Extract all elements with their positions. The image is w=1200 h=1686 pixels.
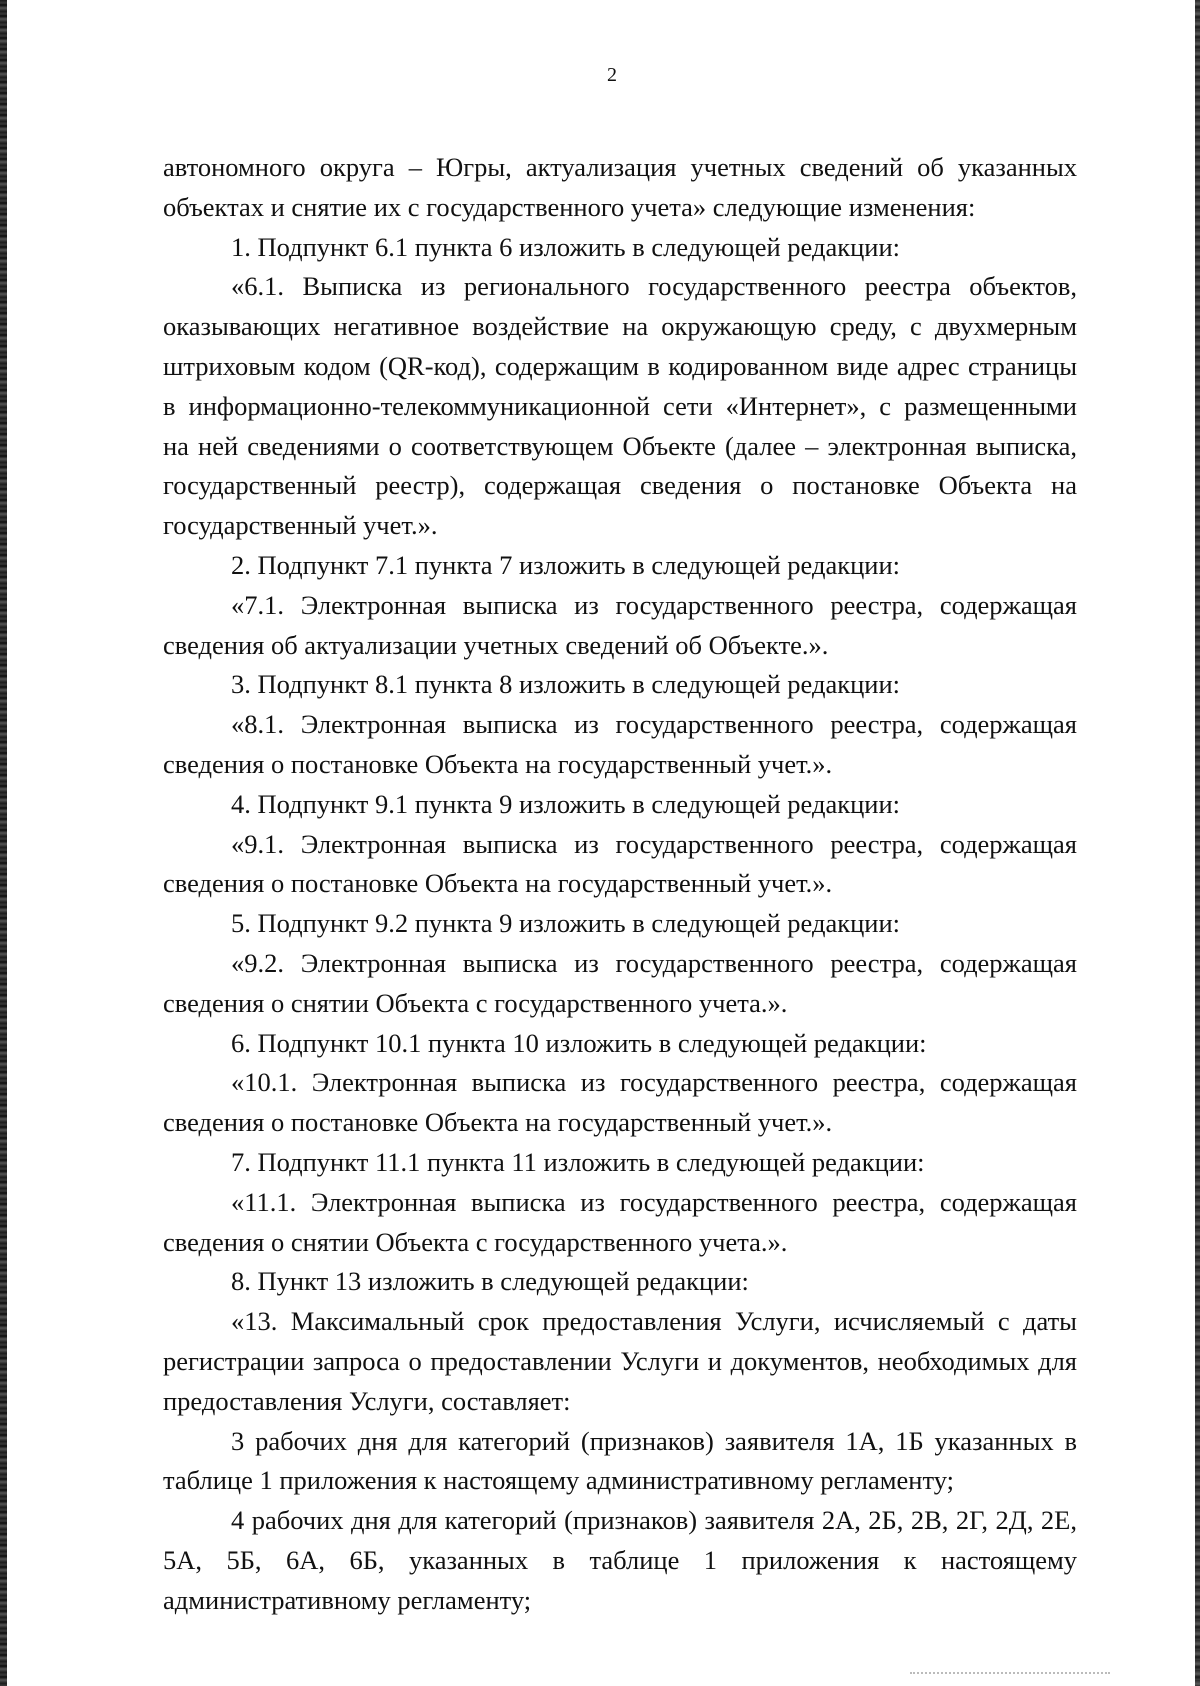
scan-artifact — [910, 1672, 1110, 1680]
paragraph-1: 1. Подпункт 6.1 пункта 6 изложить в следующей редакции: — [231, 231, 900, 262]
paragraph-15: 8. Пункт 13 изложить в следующей редакции: — [231, 1266, 749, 1297]
paragraph-18: 4 рабочих дня для категорий (признаков) заявителя 2А, 2Б, 2В, 2Г, 2Д, 2Е, 5А, 5Б, 6А, 6Б, указанных в таблице 1 приложения к настоящему административному регламенту; — [163, 1505, 1077, 1615]
paragraph-0: автономного округа – Югры, актуализация учетных сведений об указанных объектах и снятие их с государственного учета» следующие изменения: — [163, 152, 1077, 222]
paragraph-5: 3. Подпункт 8.1 пункта 8 изложить в следующей редакции: — [231, 669, 900, 700]
paragraph-3: 2. Подпункт 7.1 пункта 7 изложить в следующей редакции: — [231, 549, 900, 580]
paragraph-16: «13. Максимальный срок предоставления Услуги, исчисляемый с даты регистрации запроса о предоставлении Услуги и документов, необходимых для предоставления Услуги, составляет: — [163, 1306, 1077, 1416]
paragraph-12: «10.1. Электронная выписка из государственного реестра, содержащая сведения о постановке Объекта на государственный учет.». — [163, 1067, 1077, 1138]
page-number: 2 — [607, 64, 617, 86]
paragraph-17: 3 рабочих дня для категорий (признаков) заявителя 1А, 1Б указанных в таблице 1 приложения к настоящему административному регламенту; — [163, 1425, 1077, 1496]
paragraph-14: «11.1. Электронная выписка из государственного реестра, содержащая сведения о снятии Объекта с государственного учета.». — [163, 1186, 1077, 1257]
paragraph-7: 4. Подпункт 9.1 пункта 9 изложить в следующей редакции: — [231, 788, 900, 819]
paragraph-2: «6.1. Выписка из регионального государственного реестра объектов, оказывающих негативное воздействие на окружающую среду, с двухмерным штриховым кодом (QR-код), содержащим в кодированном виде адрес страницы в информационно-телекоммуникационной сети «Интернет», с размещенными на ней сведениями о соответствующем Объекте (далее – электронная выписка, государственный реестр), содержащая сведения о постановке Объекта на государственный учет.». — [163, 271, 1077, 541]
paragraph-9: 5. Подпункт 9.2 пункта 9 изложить в следующей редакции: — [231, 908, 900, 939]
scan-edge-right — [1195, 0, 1200, 1686]
paragraph-6: «8.1. Электронная выписка из государственного реестра, содержащая сведения о постановке Объекта на государственный учет.». — [163, 709, 1077, 779]
paragraph-10: «9.2. Электронная выписка из государственного реестра, содержащая сведения о снятии Объекта с государственного учета.». — [163, 947, 1077, 1018]
paragraph-13: 7. Подпункт 11.1 пункта 11 изложить в следующей редакции: — [231, 1146, 925, 1177]
document-body — [163, 148, 1077, 1620]
paragraph-4: «7.1. Электронная выписка из государственного реестра, содержащая сведения об актуализации учетных сведений об Объекте.». — [163, 589, 1077, 660]
scan-edge-left — [0, 0, 7, 1686]
paragraph-8: «9.1. Электронная выписка из государственного реестра, содержащая сведения о постановке Объекта на государственный учет.». — [163, 828, 1077, 899]
paragraph-11: 6. Подпункт 10.1 пункта 10 изложить в следующей редакции: — [231, 1027, 927, 1058]
